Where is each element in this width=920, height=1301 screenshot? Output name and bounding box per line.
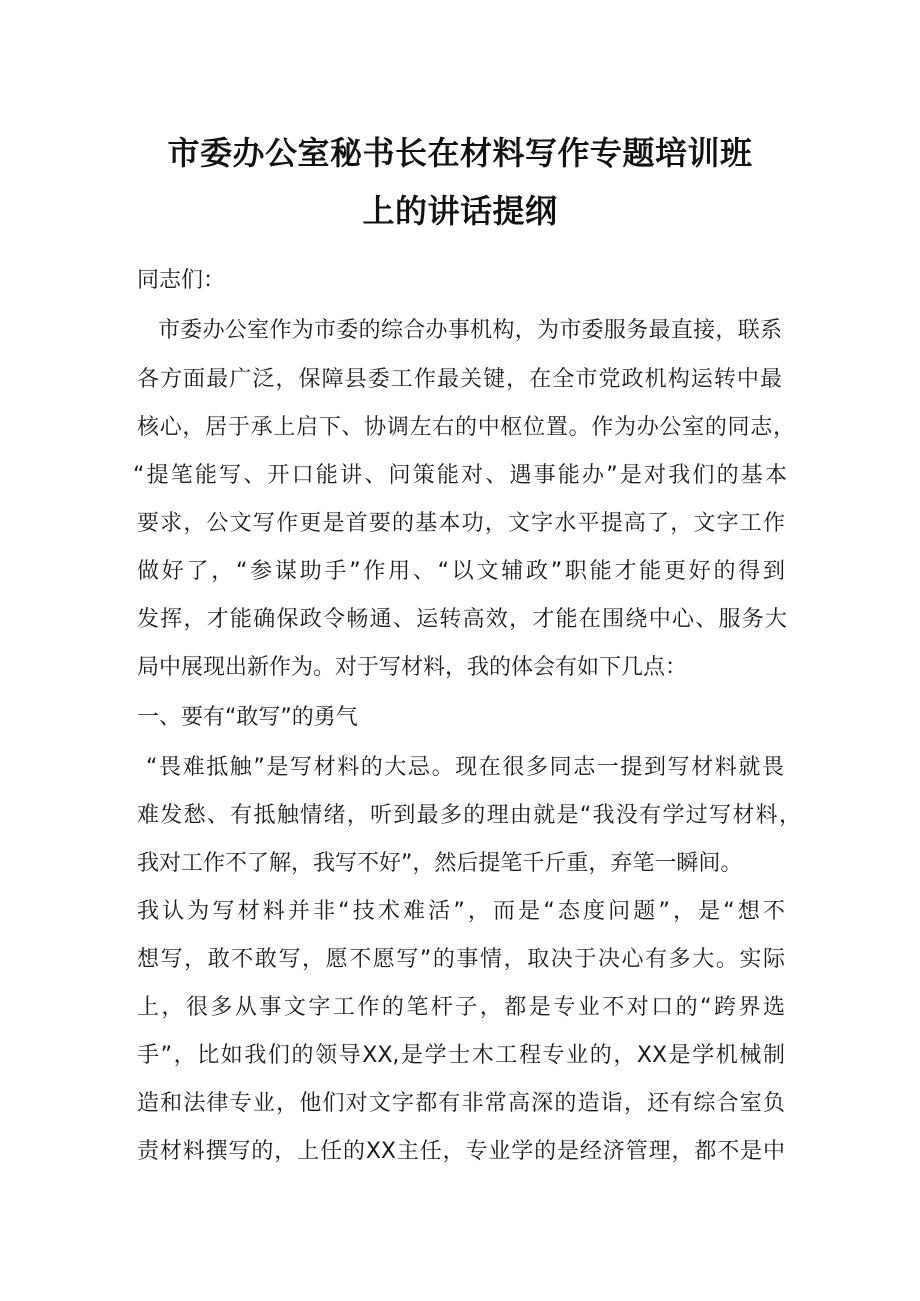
paragraph-line: 各方面最广泛，保障县委工作最关键，在全市党政机构运转中最 bbox=[137, 367, 782, 392]
paragraph-line: 想写，敢不敢写，愿不愿写”的事情，取决于决心有多大。实际 bbox=[137, 947, 785, 972]
paragraph-line: 我对工作不了解，我写不好”，然后提笔千斤重，弃笔一瞬间。 bbox=[137, 851, 743, 876]
paragraph-line: 要求，公文写作更是首要的基本功，文字水平提高了，文字工作 bbox=[137, 511, 785, 536]
paragraph-line: 造和法律专业，他们对文字都有非常高深的造诣，还有综合室负 bbox=[137, 1091, 785, 1116]
paragraph-line: 上，很多从事文字工作的笔杆子，都是专业不对口的“跨界选 bbox=[137, 995, 785, 1020]
paragraph-line: “畏难抵触”是写材料的大忌。现在很多同志一提到写材料就畏 bbox=[146, 755, 784, 780]
paragraph-line: 核心，居于承上启下、协调左右的中枢位置。作为办公室的同志， bbox=[137, 415, 795, 440]
paragraph-line: 责材料撰写的，上任的XX主任，专业学的是经济管理，都不是中 bbox=[137, 1139, 785, 1164]
paragraph-line: 市委办公室作为市委的综合办事机构，为市委服务最直接，联系 bbox=[158, 318, 782, 343]
document-title-line-2: 上的讲话提纲 bbox=[362, 192, 558, 230]
paragraph-line: 手”，比如我们的领导XX,是学士木工程专业的，XX是学机械制 bbox=[137, 1043, 785, 1068]
paragraph-line: “提笔能写、开口能讲、问策能对、遇事能办”是对我们的基本 bbox=[133, 463, 787, 488]
paragraph-line: 我认为写材料并非“技术难活”，而是“态度问题”，是“想不 bbox=[137, 899, 785, 924]
document-title-line-1: 市委办公室秘书长在材料写作专题培训班 bbox=[167, 134, 753, 172]
paragraph-line: 做好了，“参谋助手”作用、“以文辅政”职能才能更好的得到 bbox=[137, 559, 785, 584]
paragraph-line: 局中展现出新作为。对于写材料，我的体会有如下几点： bbox=[137, 655, 688, 680]
section-heading: 一、要有“敢写”的勇气 bbox=[137, 705, 358, 730]
salutation: 同志们： bbox=[137, 268, 226, 293]
paragraph-line: 发挥，才能确保政令畅通、运转高效，才能在围绕中心、服务大 bbox=[137, 607, 787, 632]
paragraph-line: 难发愁、有抵触情绪，听到最多的理由就是“我没有学过写材料， bbox=[137, 803, 801, 828]
